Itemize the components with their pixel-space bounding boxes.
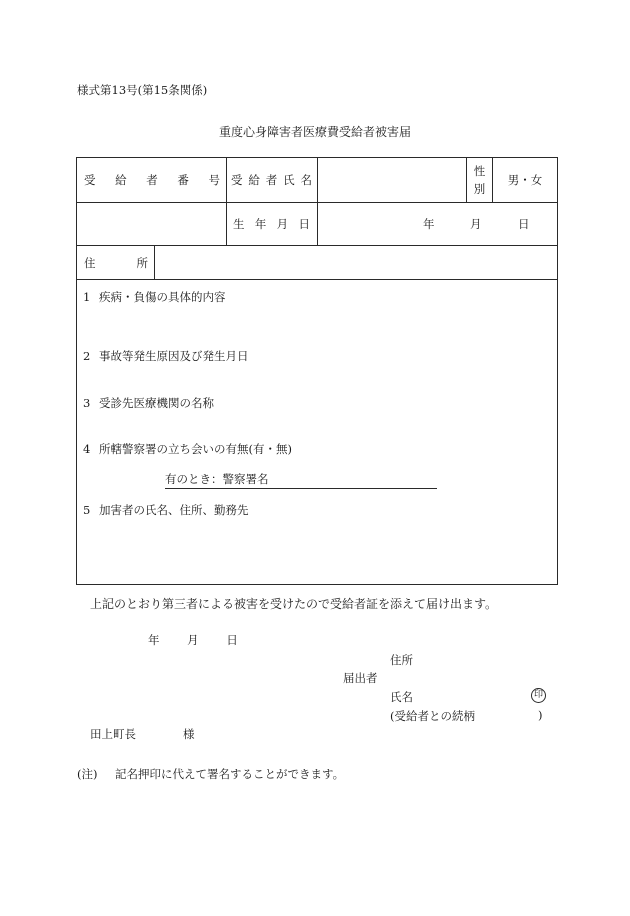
applicant-name-label: 氏名 xyxy=(390,690,413,704)
declaration-statement: 上記のとおり第三者による被害を受けたので受給者証を添えて届け出ます。 xyxy=(90,597,498,611)
police-station-line[interactable]: 有のとき：警察署名 xyxy=(165,471,437,489)
submission-year-unit: 年 xyxy=(148,633,160,647)
section-5: 5 加害者の氏名、住所、勤務先 xyxy=(83,503,249,517)
applicant-address-label: 住所 xyxy=(390,653,413,667)
form-number: 様式第13号(第15条関係) xyxy=(77,83,208,97)
address-label: 住 所 xyxy=(84,255,148,270)
mayor-addressee: 田上町長 xyxy=(90,727,136,741)
recipient-name-field[interactable] xyxy=(318,158,466,202)
birth-year-unit: 年 xyxy=(423,217,435,231)
section-1: 1 疾病・負傷の具体的内容 xyxy=(83,290,226,304)
applicant-label: 届出者 xyxy=(343,671,378,685)
footnote-label: (注) xyxy=(77,767,98,781)
section-2: 2 事故等発生原因及び発生月日 xyxy=(83,349,249,363)
birth-month-unit: 月 xyxy=(470,217,482,231)
submission-date xyxy=(148,632,238,648)
relation-close-paren: ) xyxy=(538,708,543,722)
birth-date-field[interactable] xyxy=(318,203,557,245)
sex-value[interactable]: 男・女 xyxy=(507,173,543,187)
submission-month-unit: 月 xyxy=(187,633,199,647)
seal-icon: 印 xyxy=(531,688,546,703)
footnote xyxy=(77,766,344,782)
recipient-number-field[interactable] xyxy=(77,203,226,245)
footnote-text: 記名押印に代えて署名することができます。 xyxy=(115,767,345,781)
honorific: 様 xyxy=(183,727,195,741)
relation-label: (受給者との続柄 xyxy=(390,709,475,723)
page-title: 重度心身障害者医療費受給者被害届 xyxy=(218,125,411,139)
application-table xyxy=(76,157,558,585)
section-4: 4 所轄警察署の立ち会いの有無(有・無) xyxy=(83,442,292,456)
recipient-name-label: 受 給 者 氏 名 xyxy=(231,173,312,187)
submission-day-unit: 日 xyxy=(226,633,238,647)
birth-day-unit: 日 xyxy=(518,217,530,231)
section-3: 3 受診先医療機関の名称 xyxy=(83,396,214,410)
sex-label: 性 別 xyxy=(473,164,486,196)
row-divider-3 xyxy=(77,279,557,280)
birth-date-label: 生 年 月 日 xyxy=(233,217,310,231)
recipient-number-label: 受 給 者 番 号 xyxy=(84,173,220,187)
address-field[interactable] xyxy=(155,246,557,279)
